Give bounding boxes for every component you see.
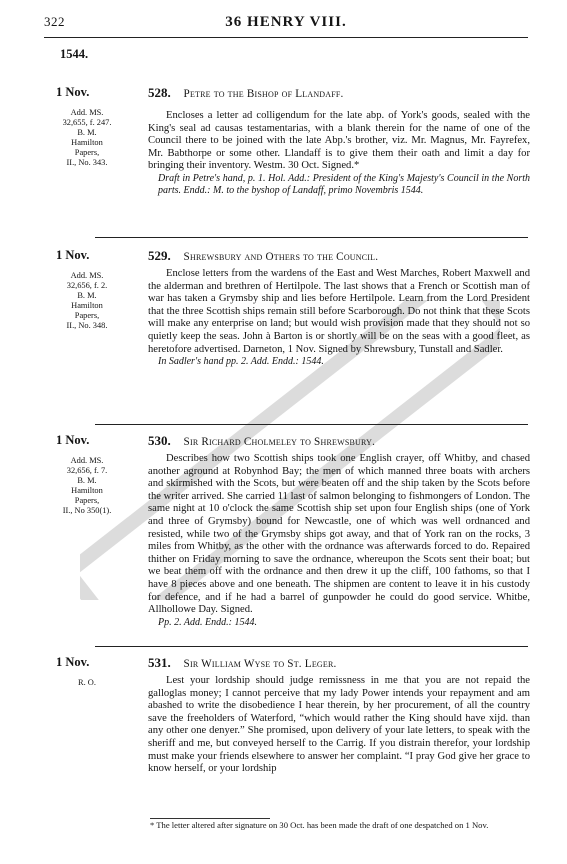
entry-divider <box>95 424 528 425</box>
entry-margin <box>44 85 139 169</box>
entry-number: 529. <box>148 248 171 263</box>
entry-date: 1 Nov. <box>56 248 90 262</box>
entry-heading <box>148 655 337 671</box>
entry-paragraph: Describes how two Scottish ships took one English crayer, off Whitby, and chased another aground at Robynhod Bay; the men of which manned three boats with archers and skirmished with the Scots, but were beaten off and the ship taken by the Scots before the writer arrived. She carried 11 last of salmon belonging to fishmongers of London. The same night at 10 o'clock the same Scottish ship set upon four English ships (one of York and three of Grymsby) bound for Newcastle, one of which was well ordnanced and resisted, while two of the Grymsby ships got away, and that of York ran on the rocks, 3 miles from Whitby, as the other with the ordnance was afterwards forced to do. Repaired thither on Friday morning to save the ordnance, whereupon the Scots sent their boat; but we beat them off with the ordnance and then drew it up the cliff, 100 fathoms, so that I have 8 pieces above and one beneath. The shipmen are content to leave it in his custody for defence, and if he had a barrel of gunpowder he could do good service. Whitbe, Allhollowe Day. Signed. <box>148 453 530 616</box>
entry-heading <box>148 85 344 101</box>
header-rule <box>44 37 528 38</box>
entry-paragraph: Lest your lordship should judge remissness in me that you are not repaid the galloglas money; I cannot perceive that my lady Power intends your repayment and am abashed to write the disobedience I hear therein, by her procurement, of all the country save the freeholders of Waterford, “which would rather the King should have xijd. than any other one denyer.” She promised, upon delivery of your late letters, to speak with the sheriff and me, but conveyed herself to the Carrig. If you distrain therefor, your lordship must make your friends elsewhere to answer her complaint. “I pray God give her grace to know herself, or your lordship <box>148 675 530 775</box>
entry-number: 531. <box>148 655 171 670</box>
running-title: 36 HENRY VIII. <box>225 14 347 30</box>
running-head <box>44 14 528 32</box>
entry-source-ref: Add. MS. 32,656, f. 2. B. M. Hamilton Papers, II., No. 348. <box>66 271 108 331</box>
entry-title: Shrewsbury and Others to the Council. <box>183 251 379 263</box>
entry-note: In Sadler's hand pp. 2. Add. Endd.: 1544. <box>158 356 324 368</box>
entry-paragraph: Encloses a letter ad colligendum for the late abp. of York's goods, sealed with the King's seal ad causas testamentarias, with a blank therein for the name of one of the Council there to be joined with the late Abp.'s brother, viz. Mr. Magnus, Mr. Fayrefex, Mr. Babthorpe or some other. Llandaff is to give them their oath and limit a day for bringing their inventory. Westm. 30 Oct. Signed.* <box>148 110 530 172</box>
year-label: 1544. <box>60 47 89 61</box>
entry-heading <box>148 248 378 264</box>
entry-number: 530. <box>148 433 171 448</box>
entry-body <box>148 110 530 197</box>
entry-margin <box>44 433 139 517</box>
footnote: * The letter altered after signature on 30 Oct. has been made the draft of one despatched on 1 Nov. <box>150 820 489 830</box>
entry-divider <box>95 646 528 647</box>
entry-note: Draft in Petre's hand, p. 1. Hol. Add.: President of the King's Majesty's Council in the North parts. Endd.: M. to the byshop of Landaff, primo Novembris 1544. <box>158 172 530 196</box>
entry-divider <box>95 237 528 238</box>
entry-title: Sir William Wyse to St. Leger. <box>183 658 337 670</box>
entry-source-ref: R. O. <box>78 678 96 687</box>
footnote-rule <box>150 818 270 819</box>
entry-source-ref: Add. MS. 32,656, f. 7. B. M. Hamilton Papers, II., No 350(1). <box>62 456 112 516</box>
entry-number: 528. <box>148 85 171 100</box>
entry-paragraph: Enclose letters from the wardens of the East and West Marches, Robert Maxwell and the alderman and brethren of Hertilpole. The last shows that a French or Scottish man of war has taken a Grymsby ship and lies before Hertilpole. Learn from the Lord President that the three Scottish ships remain still before Scarborough. Do not think that these Scots will make any enterprise on land; but would wish provision made that they should not so quietly keep the seas. John à Barton is or shortly will be on the seas with a good fleet, as heretofore advertised. Darneton, 1 Nov. Signed by Shrewsbury, Tunstall and Sadler. <box>148 268 530 355</box>
entry-source-ref: Add. MS. 32,655, f. 247. B. M. Hamilton Papers, II., No. 343. <box>62 108 112 168</box>
entry-margin <box>44 655 139 688</box>
entry-date: 1 Nov. <box>56 85 90 99</box>
entry-date: 1 Nov. <box>56 433 90 447</box>
entry-body <box>148 675 530 776</box>
entry-heading <box>148 433 375 449</box>
entry-title: Sir Richard Cholmeley to Shrewsbury. <box>183 436 376 448</box>
entry-title: Petre to the Bishop of Llandaff. <box>183 88 344 100</box>
entry-date: 1 Nov. <box>56 655 90 669</box>
entry-margin <box>44 248 139 332</box>
page-number: 322 <box>44 14 65 29</box>
entry-body <box>148 453 530 629</box>
entry-body <box>148 268 530 368</box>
entry-note: Pp. 2. Add. Endd.: 1544. <box>158 616 257 628</box>
